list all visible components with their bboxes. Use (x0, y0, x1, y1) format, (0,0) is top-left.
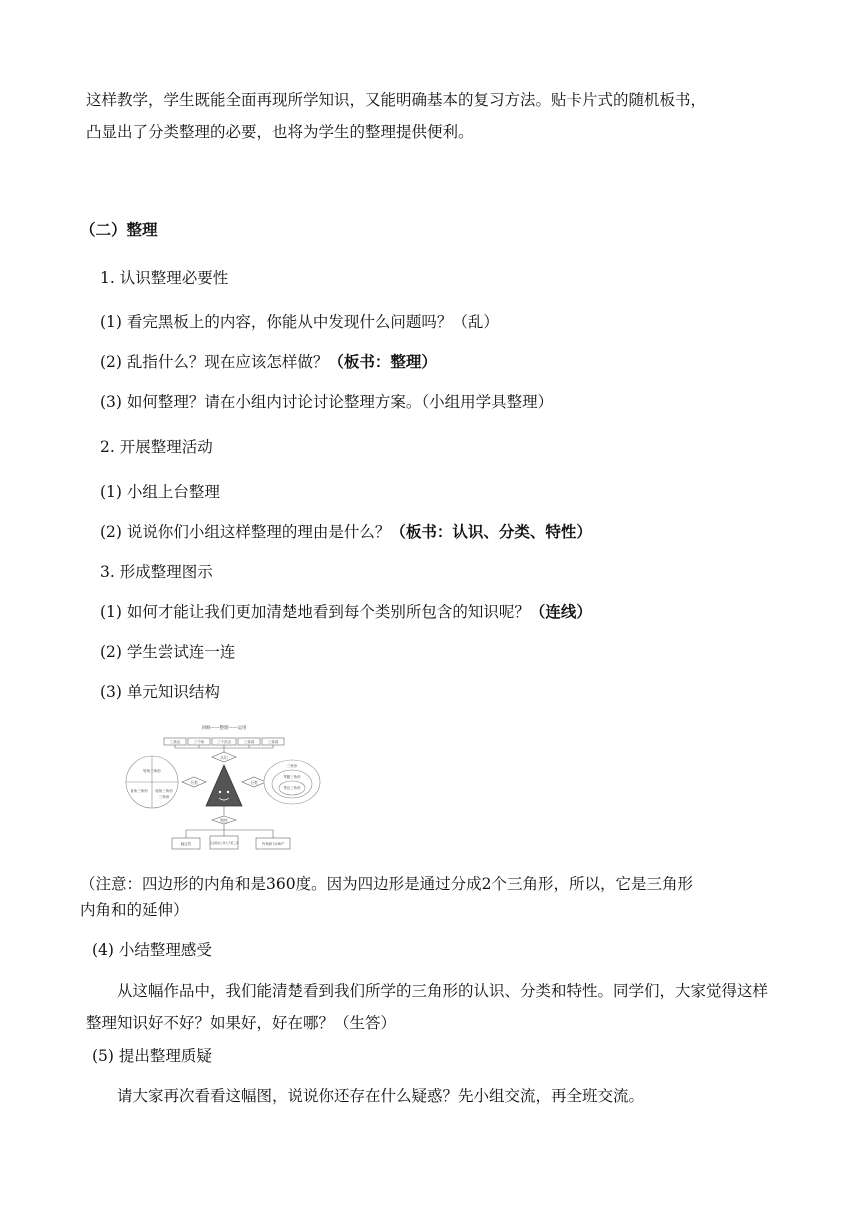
oval-label-isosceles: 等腰三角形 (283, 775, 301, 779)
oval-label-equilateral: 等边三角形 (283, 786, 301, 790)
s1-item-2-board: （板书：整理） (328, 352, 437, 371)
section-title: （二）整理 (80, 220, 158, 239)
s3-item-1 (100, 602, 592, 622)
pie-label-right: 直角三角形 (130, 789, 148, 793)
feature-box-1: 三条边 (169, 740, 181, 744)
s4-title: (4) 小结整理感受 (92, 941, 212, 959)
s1-title: 1. 认识整理必要性 (100, 269, 229, 287)
note-line-2: 内角和的延伸） (80, 901, 189, 919)
s1-item-2-text: (2) 乱指什么？现在应该怎样做？ (100, 353, 329, 371)
intro-line-1: 这样教学，学生既能全面再现所学知识，又能明确基本的复习方法。贴卡片式的随机板书， (86, 91, 707, 109)
feature-box-4: 三条高 (243, 740, 255, 744)
s1-item-3: (3) 如何整理？请在小组内讨论讨论整理方案。（小组用学具整理） (100, 393, 554, 411)
property-box-stability: 稳定性 (180, 842, 192, 846)
note-line-1: （注意：四边形的内角和是360度。因为四边形是通过分成2个三角形，所以，它是三角形 (80, 875, 693, 893)
oval-label-outer: 三角形 (286, 764, 298, 768)
angle-classification-pie (126, 756, 178, 808)
s3-title: 3. 形成整理图示 (100, 563, 213, 581)
diagram-top-label: 回顾——整理——运用 (201, 726, 247, 731)
property-box-sides: 任意两边之和大于第三边 (209, 842, 239, 845)
s4-paragraph: 从这幅作品中，我们能清楚看到我们所学的三角形的认识、分类和特性。同学们，大家觉得这样整理知识好不好？如果好，好在哪？（生答） (86, 982, 769, 1032)
diamond-classify-right-label: 分类 (250, 780, 258, 785)
diamond-property-label: 特性 (220, 818, 228, 823)
s1-item-1: (1) 看完黑板上的内容，你能从中发现什么问题吗？（乱） (100, 313, 499, 331)
s2-title: 2. 开展整理活动 (100, 438, 213, 456)
s2-item-2-board: （板书：认识、分类、特性） (390, 522, 592, 541)
intro-line-2: 凸显出了分类整理的必要，也将为学生的整理提供便利。 (86, 123, 474, 141)
feature-box-5: 三条高 (267, 740, 279, 744)
pie-label-acute: 锐角三角形 (143, 769, 161, 773)
knowledge-structure-diagram (124, 722, 324, 854)
s3-item-1-board: （连线） (529, 602, 592, 621)
s3-item-1-text: (1) 如何才能让我们更加清楚地看到每个类别所包含的知识呢？ (100, 603, 530, 621)
s3-item-2: (2) 学生尝试连一连 (100, 643, 236, 661)
feature-box-3: 三个顶点 (216, 740, 232, 744)
diamond-recognize-label: 认识 (220, 755, 228, 760)
feature-box-2: 三个角 (193, 740, 205, 744)
pie-label-triangle: 三角形 (158, 795, 170, 799)
s2-item-2 (100, 522, 592, 542)
property-box-angle-sum: 内角和为180° (261, 842, 285, 846)
s5-paragraph: 请大家再次看看这幅图，说说你还存在什么疑惑？先小组交流，再全班交流。 (117, 1087, 645, 1105)
s2-item-2-text: (2) 说说你们小组这样整理的理由是什么？ (100, 523, 391, 541)
pie-label-obtuse: 钝角三角形 (155, 789, 173, 793)
s3-item-3: (3) 单元知识结构 (100, 683, 220, 701)
s1-item-2 (100, 352, 437, 372)
s2-item-1: (1) 小组上台整理 (100, 483, 220, 501)
diamond-classify-left-label: 分类 (190, 780, 198, 785)
s5-title: (5) 提出整理质疑 (92, 1047, 212, 1065)
